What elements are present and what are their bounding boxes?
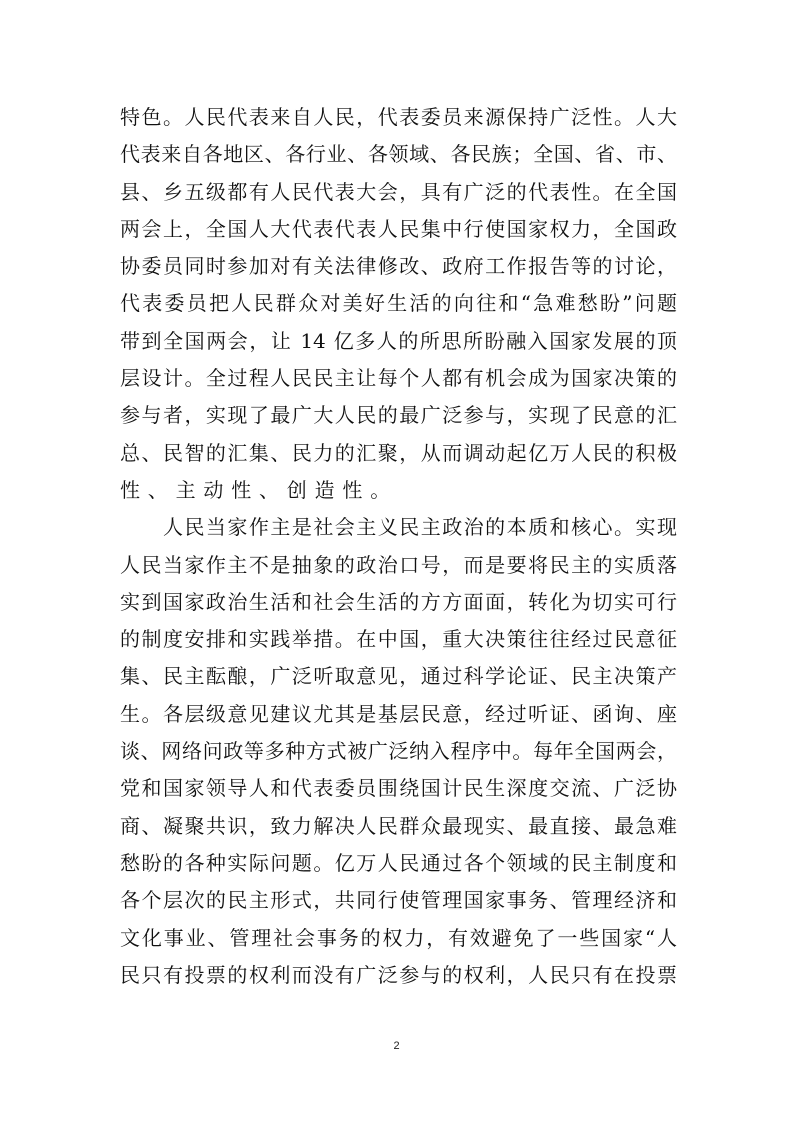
text-line: 民只有投票的权利而没有广泛参与的权利，人民只有在投票 bbox=[120, 962, 677, 987]
text-line: 愁盼的各种实际问题。亿万人民通过各个领域的民主制度和 bbox=[120, 850, 677, 875]
text-line: 文化事业、管理社会事务的权力，有效避免了一些国家“人 bbox=[120, 925, 677, 950]
text-line: 代表来自各地区、各行业、各领域、各民族；全国、省、市、 bbox=[120, 142, 677, 167]
text-line: 总、民智的汇集、民力的汇聚，从而调动起亿万人民的积极 bbox=[120, 440, 677, 465]
text-line: 党和国家领导人和代表委员围绕国计民生深度交流、广泛协 bbox=[120, 776, 677, 801]
text-line: 参与者，实现了最广大人民的最广泛参与，实现了民意的汇 bbox=[120, 403, 677, 428]
text-line: 代表委员把人民群众对美好生活的向往和“急难愁盼”问题 bbox=[120, 291, 677, 316]
text-line: 带到全国两会，让 14 亿多人的所思所盼融入国家发展的顶 bbox=[120, 328, 677, 353]
text-line: 的制度安排和实践举措。在中国，重大决策往往经过民意征 bbox=[120, 627, 677, 652]
document-body bbox=[120, 99, 677, 994]
text-line: 特色。人民代表来自人民，代表委员来源保持广泛性。人大 bbox=[120, 105, 677, 129]
paragraph bbox=[120, 99, 677, 509]
text-line: 实到国家政治生活和社会生活的方方面面，转化为切实可行 bbox=[120, 589, 677, 614]
text-line: 县、乡五级都有人民代表大会，具有广泛的代表性。在全国 bbox=[120, 179, 677, 204]
paragraph bbox=[120, 509, 677, 994]
text-line: 协委员同时参加对有关法律修改、政府工作报告等的讨论， bbox=[120, 254, 677, 279]
text-line: 人民当家作主是社会主义民主政治的本质和核心。实现 bbox=[120, 515, 677, 540]
text-line: 各个层次的民主形式，共同行使管理国家事务、管理经济和 bbox=[120, 888, 677, 913]
text-line: 商、凝聚共识，致力解决人民群众最现实、最直接、最急难 bbox=[120, 813, 677, 838]
text-line: 集、民主酝酿，广泛听取意见，通过科学论证、民主决策产 bbox=[120, 664, 677, 689]
text-line: 两会上，全国人大代表代表人民集中行使国家权力，全国政 bbox=[120, 216, 677, 241]
text-line: 层设计。全过程人民民主让每个人都有机会成为国家决策的 bbox=[120, 366, 677, 391]
text-line: 生。各层级意见建议尤其是基层民意，经过听证、函询、座 bbox=[120, 701, 677, 726]
text-line: 性、主动性、创造性。 bbox=[120, 477, 398, 502]
text-line: 人民当家作主不是抽象的政治口号，而是要将民主的实质落 bbox=[120, 552, 677, 577]
text-line: 谈、网络问政等多种方式被广泛纳入程序中。每年全国两会， bbox=[120, 739, 677, 764]
page-number: 2 bbox=[393, 1040, 400, 1052]
